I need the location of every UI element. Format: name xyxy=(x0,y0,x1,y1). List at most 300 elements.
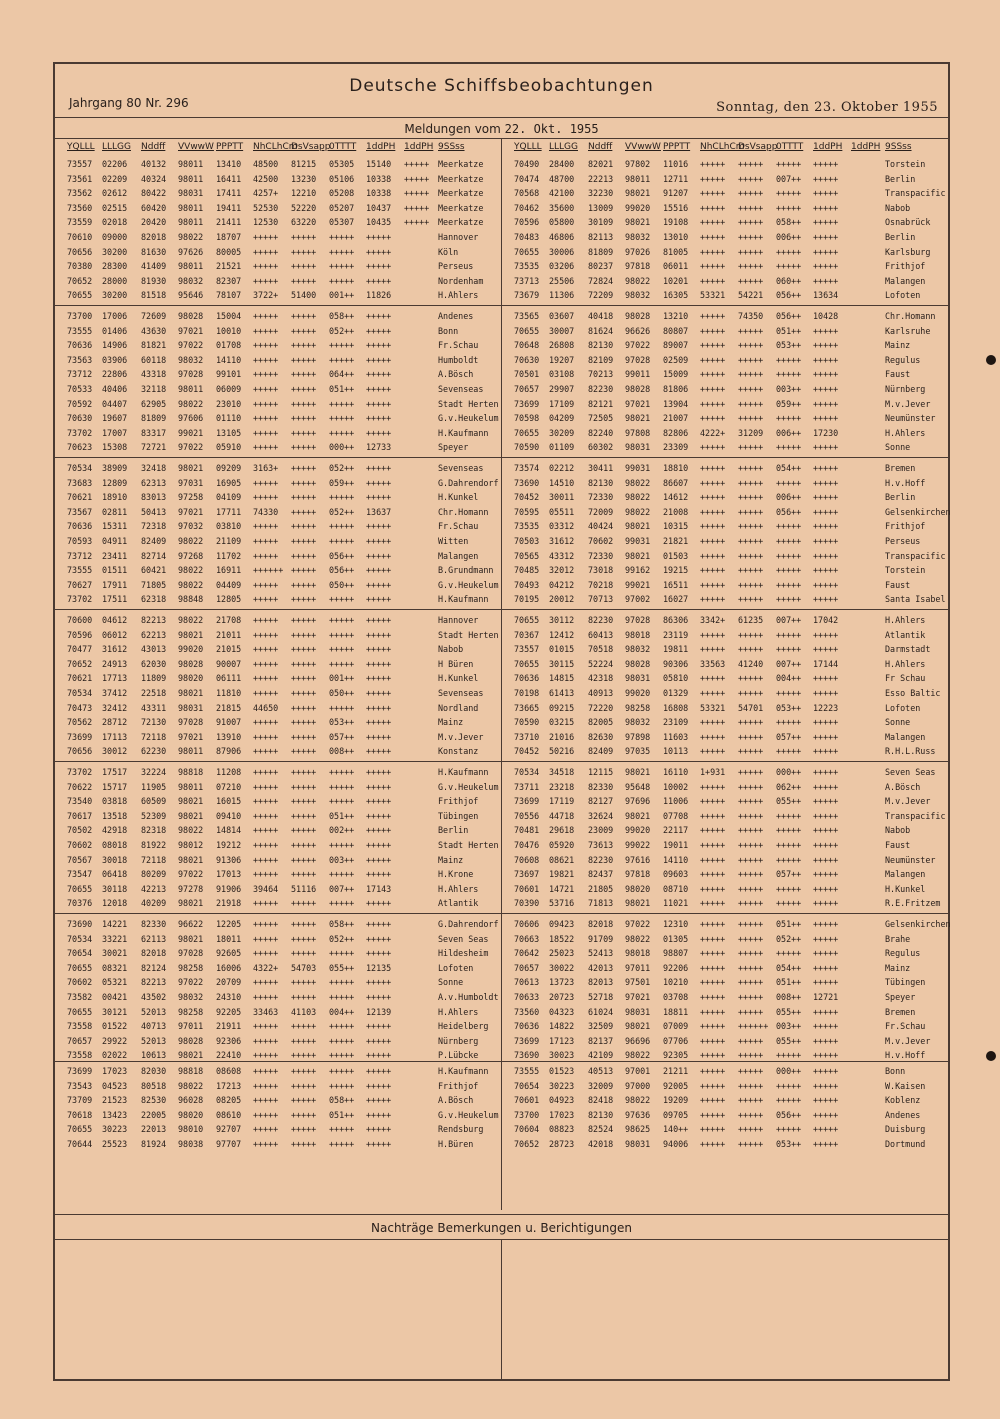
obs-value: +++++ xyxy=(776,550,802,561)
ship-name: Regulus xyxy=(885,948,921,959)
obs-value: 52413 xyxy=(588,948,614,959)
obs-value: 051++ xyxy=(776,919,802,929)
obs-value: +++++ xyxy=(253,919,279,929)
obs-value: 41103 xyxy=(291,1006,317,1017)
obs-value: 10002 xyxy=(663,781,689,792)
obs-value: 98011 xyxy=(178,384,204,394)
obs-value: +++++ xyxy=(366,463,392,473)
obs-value: 73558 xyxy=(67,1050,93,1061)
ship-name: M.v.Jever xyxy=(885,398,931,409)
obs-value: 78107 xyxy=(216,290,242,301)
obs-value: +++++ xyxy=(253,1080,279,1091)
obs-value: 86607 xyxy=(663,477,689,488)
obs-value: 86306 xyxy=(663,615,689,625)
obs-value: +++++ xyxy=(738,442,764,453)
obs-value: 97818 xyxy=(625,261,651,272)
obs-value: 60420 xyxy=(141,202,167,213)
obs-value: +++++ xyxy=(366,275,392,286)
obs-value: 20420 xyxy=(141,217,167,228)
obs-value: +++++ xyxy=(700,536,726,546)
ship-name: Bremen xyxy=(885,1006,916,1017)
obs-value: +++++ xyxy=(329,781,355,792)
obs-value: +++++ xyxy=(738,854,764,865)
obs-value: 22013 xyxy=(141,1124,167,1135)
obs-value: 98011 xyxy=(625,173,651,184)
obs-value: +++++ xyxy=(700,579,726,590)
obs-value: ++++++ xyxy=(253,565,284,576)
obs-value: 08321 xyxy=(102,962,128,973)
ship-name: Tübingen xyxy=(885,977,926,988)
obs-value: 70590 xyxy=(514,717,540,728)
obs-value: 70655 xyxy=(514,246,540,257)
obs-value: 98021 xyxy=(625,767,651,777)
obs-value: 98021 xyxy=(625,1021,651,1032)
table-row xyxy=(502,898,948,912)
obs-value: +++++ xyxy=(329,232,355,242)
obs-value: 30200 xyxy=(102,290,128,301)
obs-value: 97501 xyxy=(625,977,651,988)
obs-value: +++++ xyxy=(738,202,764,213)
obs-value: 20723 xyxy=(549,992,575,1002)
obs-value: +++++ xyxy=(291,398,317,409)
block-divider xyxy=(55,913,948,914)
obs-value: +++++ xyxy=(700,463,726,473)
ship-name: Stadt Herten xyxy=(438,840,499,850)
obs-value: 28400 xyxy=(549,159,575,169)
obs-value: +++++ xyxy=(700,933,726,944)
obs-value: +++++ xyxy=(366,731,392,742)
table-row xyxy=(55,384,501,398)
obs-value: 70655 xyxy=(67,1006,93,1017)
table-row xyxy=(55,463,501,477)
obs-value: +++++ xyxy=(700,261,726,272)
obs-value: 08608 xyxy=(216,1066,242,1076)
obs-value: 3163+ xyxy=(253,463,279,473)
obs-value: 01305 xyxy=(663,933,689,944)
table-row xyxy=(55,869,501,883)
obs-value: 40418 xyxy=(588,311,614,321)
column-header: 9SSss xyxy=(885,142,912,152)
footer-column-divider xyxy=(501,1239,502,1380)
obs-value: 98028 xyxy=(178,311,204,321)
ship-name: Atlantik xyxy=(438,898,479,909)
obs-value: 70652 xyxy=(514,1139,540,1149)
table-row xyxy=(55,703,501,717)
obs-value: 74330 xyxy=(253,506,279,517)
obs-value: +++++ xyxy=(813,840,839,850)
obs-value: 11006 xyxy=(663,796,689,807)
obs-value: 70195 xyxy=(514,594,540,605)
obs-value: 05810 xyxy=(663,673,689,684)
obs-value: +++++ xyxy=(738,246,764,257)
obs-value: 98011 xyxy=(178,217,204,228)
obs-value: +++++ xyxy=(700,1035,726,1046)
obs-value: 70452 xyxy=(514,492,540,503)
obs-value: +++++ xyxy=(813,767,839,777)
obs-value: +++++ xyxy=(776,644,802,655)
obs-value: 052++ xyxy=(329,933,355,944)
obs-value: 17144 xyxy=(813,658,839,669)
table-row xyxy=(55,1021,501,1035)
obs-value: 22005 xyxy=(141,1109,167,1120)
obs-value: +++++ xyxy=(366,948,392,959)
obs-value: 32230 xyxy=(588,188,614,199)
obs-value: +++++ xyxy=(253,442,279,453)
obs-value: 90007 xyxy=(216,658,242,669)
obs-value: 70608 xyxy=(514,854,540,865)
obs-value: 14814 xyxy=(216,825,242,836)
obs-value: 05207 xyxy=(329,202,355,213)
obs-value: 98022 xyxy=(178,536,204,546)
obs-value: +++++ xyxy=(329,521,355,532)
obs-value: 12135 xyxy=(366,962,392,973)
obs-value: 04407 xyxy=(102,398,128,409)
obs-value: +++++ xyxy=(813,883,839,894)
obs-value: 051++ xyxy=(329,810,355,821)
obs-value: 43318 xyxy=(141,369,167,380)
table-row xyxy=(502,399,948,413)
obs-value: 98032 xyxy=(178,992,204,1002)
obs-value: 82230 xyxy=(588,854,614,865)
table-row xyxy=(502,276,948,290)
obs-value: 97022 xyxy=(625,340,651,351)
obs-value: +++++ xyxy=(366,492,392,503)
ship-name: Meerkatze xyxy=(438,202,484,213)
table-row xyxy=(502,1095,948,1109)
obs-value: 37412 xyxy=(102,688,128,698)
obs-value: 17113 xyxy=(102,731,128,742)
ship-name: H.Büren xyxy=(438,1139,474,1149)
obs-value: 73699 xyxy=(514,398,540,409)
obs-value: 40713 xyxy=(141,1021,167,1032)
obs-value: 97022 xyxy=(178,977,204,988)
obs-value: +++++ xyxy=(329,629,355,640)
column-header: 0TTTT xyxy=(776,142,804,152)
obs-value: 73699 xyxy=(67,1066,93,1076)
obs-value: 97626 xyxy=(178,246,204,257)
obs-value: +++++ xyxy=(813,673,839,684)
obs-value: +++++ xyxy=(253,232,279,242)
obs-value: +++++ xyxy=(738,840,764,850)
obs-value: +++++ xyxy=(291,869,317,880)
ship-name: Transpacific xyxy=(885,810,946,821)
obs-value: 15516 xyxy=(663,202,689,213)
obs-value: 24913 xyxy=(102,658,128,669)
punch-hole xyxy=(986,355,996,365)
obs-value: +++++ xyxy=(738,1035,764,1046)
obs-value: +++++ xyxy=(291,898,317,909)
obs-value: 057++ xyxy=(776,731,802,742)
obs-value: +++++ xyxy=(813,477,839,488)
obs-value: 70590 xyxy=(514,442,540,453)
ship-name: Frithjof xyxy=(885,521,926,532)
obs-value: 82030 xyxy=(141,1066,167,1076)
obs-value: 21411 xyxy=(216,217,242,228)
obs-value: 3342+ xyxy=(700,615,726,625)
obs-value: +++++ xyxy=(700,413,726,424)
obs-value: +++++ xyxy=(291,442,317,453)
obs-value: 73665 xyxy=(514,702,540,713)
obs-value: +++++ xyxy=(700,883,726,894)
obs-value: 32118 xyxy=(141,384,167,394)
obs-value: 18811 xyxy=(663,1006,689,1017)
obs-value: +++++ xyxy=(291,1050,317,1061)
table-row xyxy=(502,659,948,673)
obs-value: 19215 xyxy=(663,565,689,576)
obs-value: +++++ xyxy=(813,354,839,365)
obs-value: 98018 xyxy=(625,948,651,959)
obs-value: 82018 xyxy=(141,232,167,242)
obs-value: 70655 xyxy=(67,1124,93,1135)
obs-value: +++++ xyxy=(253,948,279,959)
obs-value: 48700 xyxy=(549,173,575,184)
obs-value: 07708 xyxy=(663,810,689,821)
obs-value: 71813 xyxy=(588,898,614,909)
obs-value: 98807 xyxy=(663,948,689,959)
obs-value: 70633 xyxy=(514,992,540,1002)
obs-value: +++++ xyxy=(253,311,279,321)
obs-value: +++++ xyxy=(366,246,392,257)
obs-value: 96626 xyxy=(625,325,651,336)
obs-value: +++++ xyxy=(700,594,726,605)
table-row xyxy=(55,203,501,217)
obs-value: 70655 xyxy=(67,883,93,894)
obs-value: 61235 xyxy=(738,615,764,625)
obs-value: 98031 xyxy=(625,442,651,453)
obs-value: 70452 xyxy=(514,746,540,757)
obs-value: +++++ xyxy=(253,1139,279,1149)
obs-value: 97898 xyxy=(625,731,651,742)
obs-value: 70592 xyxy=(67,398,93,409)
ship-name: Berlin xyxy=(438,825,469,836)
ship-name: G.v.Heukelum xyxy=(438,579,499,590)
obs-value: 30012 xyxy=(102,746,128,757)
table-row xyxy=(502,919,951,933)
obs-value: 11702 xyxy=(216,550,242,561)
obs-value: 98032 xyxy=(625,717,651,728)
obs-value: 21015 xyxy=(216,644,242,655)
obs-value: +++++ xyxy=(366,840,392,850)
ship-name: Fr.Schau xyxy=(438,521,479,532)
obs-value: +++++ xyxy=(813,159,839,169)
obs-value: 83013 xyxy=(141,492,167,503)
obs-value: 01406 xyxy=(102,325,128,336)
obs-value: 97001 xyxy=(625,1066,651,1076)
obs-value: 32009 xyxy=(588,1080,614,1091)
obs-value: 14815 xyxy=(549,673,575,684)
ship-name: Speyer xyxy=(885,992,916,1002)
obs-value: +++++ xyxy=(813,594,839,605)
obs-value: 62030 xyxy=(141,658,167,669)
obs-value: 06111 xyxy=(216,673,242,684)
table-row xyxy=(502,1021,948,1035)
obs-value: 97808 xyxy=(625,427,651,438)
obs-value: +++++ xyxy=(366,717,392,728)
obs-value: +++++ xyxy=(738,1006,764,1017)
obs-value: 70485 xyxy=(514,565,540,576)
table-row xyxy=(502,203,948,217)
ship-name: Humboldt xyxy=(438,354,479,365)
obs-value: +++++ xyxy=(291,717,317,728)
obs-value: 002++ xyxy=(329,825,355,836)
obs-value: 70198 xyxy=(514,688,540,698)
obs-value: +++++ xyxy=(253,992,279,1002)
table-row xyxy=(502,703,948,717)
obs-value: 98021 xyxy=(178,463,204,473)
obs-value: +++++ xyxy=(738,1050,764,1061)
ship-name: H.Kaufmann xyxy=(438,594,489,605)
ship-name: H.v.Hoff xyxy=(885,477,926,488)
obs-value: 4222+ xyxy=(700,427,726,438)
obs-value: 60302 xyxy=(588,442,614,453)
obs-value: 006++ xyxy=(776,232,802,242)
obs-value: 60509 xyxy=(141,796,167,807)
block-divider xyxy=(55,305,948,306)
obs-value: 70490 xyxy=(514,159,540,169)
obs-value: +++++ xyxy=(776,1095,802,1106)
obs-value: +++++ xyxy=(776,246,802,257)
obs-value: 73711 xyxy=(514,781,540,792)
obs-value: +++++ xyxy=(366,898,392,909)
obs-value: +++++ xyxy=(776,1050,802,1061)
obs-value: 44718 xyxy=(549,810,575,821)
ship-name: H.Kunkel xyxy=(438,492,479,503)
obs-value: +++++ xyxy=(813,173,839,184)
obs-value: 10010 xyxy=(216,325,242,336)
table-row xyxy=(55,796,501,810)
obs-value: 01109 xyxy=(549,442,575,453)
obs-value: 70534 xyxy=(67,463,93,473)
obs-value: 17711 xyxy=(216,506,242,517)
obs-value: 62213 xyxy=(141,629,167,640)
obs-value: 40406 xyxy=(102,384,128,394)
obs-value: 82124 xyxy=(141,962,167,973)
obs-value: +++++ xyxy=(291,1139,317,1149)
obs-value: 81518 xyxy=(141,290,167,301)
table-row xyxy=(502,594,948,608)
obs-value: 73540 xyxy=(67,796,93,807)
ship-name: Fr.Schau xyxy=(885,1021,926,1032)
obs-value: +++++ xyxy=(700,340,726,351)
obs-value: 21821 xyxy=(663,536,689,546)
obs-value: +++++ xyxy=(366,767,392,777)
obs-value: 16015 xyxy=(216,796,242,807)
obs-value: 73018 xyxy=(588,565,614,576)
ship-name: Faust xyxy=(885,369,911,380)
obs-value: +++++ xyxy=(738,781,764,792)
obs-value: 053++ xyxy=(776,1139,802,1149)
obs-value: 30112 xyxy=(549,615,575,625)
ship-name: R.H.L.Russ xyxy=(885,746,936,757)
obs-value: 70598 xyxy=(514,413,540,424)
table-row xyxy=(502,551,948,565)
obs-value: +++++ xyxy=(329,261,355,272)
obs-value: 09410 xyxy=(216,810,242,821)
obs-value: 70473 xyxy=(67,702,93,713)
obs-value: +++++ xyxy=(366,354,392,365)
ship-name: Atlantik xyxy=(885,629,926,640)
obs-value: 98022 xyxy=(625,275,651,286)
obs-value: +++++ xyxy=(700,992,726,1002)
obs-value: 03810 xyxy=(216,521,242,532)
obs-value: +++++ xyxy=(813,796,839,807)
obs-value: +++++ xyxy=(366,579,392,590)
obs-value: +++++ xyxy=(813,550,839,561)
obs-value: +++++ xyxy=(738,919,764,929)
obs-value: 98011 xyxy=(178,173,204,184)
obs-value: +++++ xyxy=(776,159,802,169)
table-row xyxy=(55,825,501,839)
table-row xyxy=(502,506,951,521)
obs-value: 29922 xyxy=(102,1035,128,1046)
obs-value: 52013 xyxy=(141,1006,167,1017)
obs-value: 19811 xyxy=(663,644,689,655)
ship-name: Malangen xyxy=(885,275,926,286)
obs-value: +++++ xyxy=(329,702,355,713)
obs-value: 052++ xyxy=(329,506,355,517)
obs-value: +++++ xyxy=(329,1139,355,1149)
ship-name: Nordland xyxy=(438,702,479,713)
obs-value: +++++ xyxy=(366,673,392,684)
obs-value: +++++ xyxy=(291,565,317,576)
obs-value: +++++ xyxy=(291,325,317,336)
obs-value: 12530 xyxy=(253,217,279,228)
obs-value: 98022 xyxy=(625,492,651,503)
obs-value: 12205 xyxy=(216,919,242,929)
table-row xyxy=(55,811,501,825)
obs-value: +++++ xyxy=(700,644,726,655)
obs-value: +++++ xyxy=(366,1021,392,1032)
obs-value: 056++ xyxy=(329,550,355,561)
obs-value: 001++ xyxy=(329,673,355,684)
obs-value: 18522 xyxy=(549,933,575,944)
obs-value: 91906 xyxy=(216,883,242,894)
ship-name: H.Ahlers xyxy=(438,290,479,301)
obs-value: 07706 xyxy=(663,1035,689,1046)
obs-value: 70518 xyxy=(588,644,614,655)
obs-value: +++++ xyxy=(253,825,279,836)
obs-value: +++++ xyxy=(291,463,317,473)
obs-value: 70595 xyxy=(514,506,540,517)
obs-value: +++++ xyxy=(291,1080,317,1091)
obs-value: +++++ xyxy=(253,688,279,698)
obs-value: 23009 xyxy=(588,825,614,836)
obs-value: 056++ xyxy=(776,290,802,301)
table-row xyxy=(502,717,948,731)
obs-value: 82021 xyxy=(588,159,614,169)
obs-value: 16110 xyxy=(663,767,689,777)
obs-value: 82409 xyxy=(141,536,167,546)
obs-value: +++++ xyxy=(700,398,726,409)
obs-value: 4257+ xyxy=(253,188,279,199)
obs-value: 14822 xyxy=(549,1021,575,1032)
obs-value: 92206 xyxy=(663,962,689,973)
ship-name: Neumünster xyxy=(885,854,936,865)
divider xyxy=(55,117,948,118)
obs-value: +++++ xyxy=(291,796,317,807)
obs-value: 055++ xyxy=(776,1006,802,1017)
obs-value: +++++ xyxy=(776,825,802,836)
obs-value: 21016 xyxy=(549,731,575,742)
table-row xyxy=(55,855,501,869)
obs-value: 70503 xyxy=(514,536,540,546)
obs-value: 81630 xyxy=(141,246,167,257)
obs-value: +++++ xyxy=(366,427,392,438)
obs-value: 73535 xyxy=(514,261,540,272)
ship-name: Heidelberg xyxy=(438,1021,489,1032)
obs-value: +++++ xyxy=(291,1021,317,1032)
ship-name: Karlsruhe xyxy=(885,325,931,336)
